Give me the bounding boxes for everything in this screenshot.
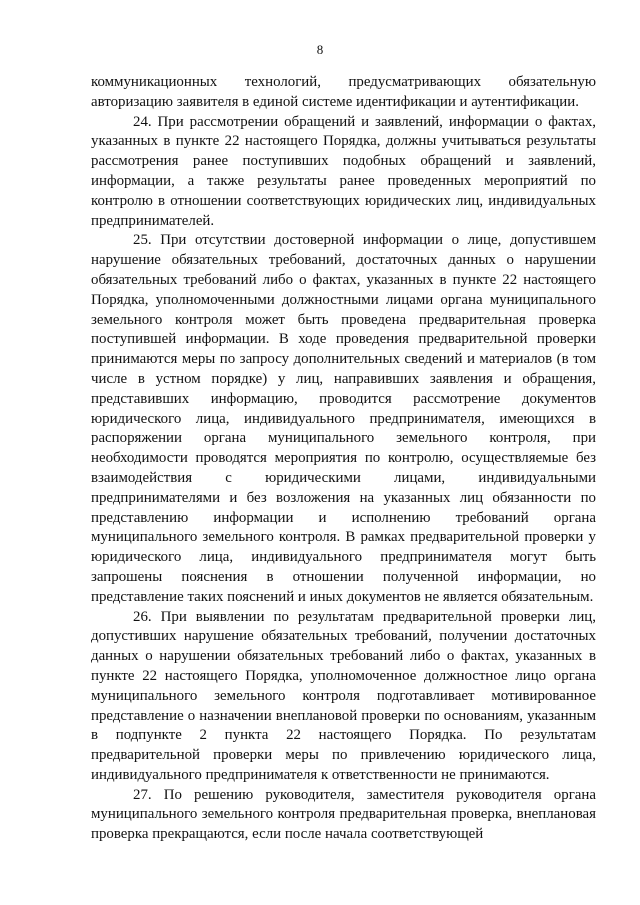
document-body — [91, 73, 596, 845]
paragraph-26: 26. При выявлении по результатам предварительной проверки лиц, допустивших нарушение обязательных требований, получении достаточных данных о нарушении обязательных требований либо о фактах, указанных в пункте 22 настоящего Порядка, уполномоченное должностное лицо органа муниципального земельного контроля подготавливает мотивированное представление о назначении внеплановой проверки по основаниям, указанным в подпункте 2 пункта 22 настоящего Порядка. По результатам предварительной проверки меры по привлечению юридического лица, индивидуального предпринимателя к ответственности не принимаются. — [91, 608, 596, 783]
paragraph-24: 24. При рассмотрении обращений и заявлений, информации о фактах, указанных в пункте 22 настоящего Порядка, должны учитываться результаты рассмотрения ранее поступивших подобных обращений и заявлений, информации, а также результаты ранее проведенных мероприятий по контролю в отношении соответствующих юридических лиц, индивидуальных предпринимателей. — [91, 113, 596, 229]
page-number: 8 — [316, 42, 324, 57]
paragraph-25: 25. При отсутствии достоверной информации о лице, допустившем нарушение обязательных требований, достаточных данных о нарушении обязательных требований либо о фактах, указанных в пункте 22 настоящего Порядка, уполномоченными должностными лицами органа муниципального земельного контроля может быть проведена предварительная проверка поступившей информации. В ходе проведения предварительной проверки принимаются меры по запросу дополнительных сведений и материалов (в том числе в устном порядке) у лиц, направивших заявления и обращения, представивших информацию, проводится рассмотрение документов юридического лица, индивидуального предпринимателя, имеющихся в распоряжении органа муниципального земельного контроля, при необходимости проводятся мероприятия по контролю, осуществляемые без взаимодействия с юридическими лицами, индивидуальными предпринимателями и без возложения на указанных лиц обязанности по представлению информации и исполнению требований органа муниципального земельного контроля. В рамках предварительной проверки у юридического лица, индивидуального предпринимателя могут быть запрошены пояснения в отношении полученной информации, но представление таких пояснений и иных документов не является обязательным. — [91, 232, 596, 605]
paragraph-continuation: коммуникационных технологий, предусматривающих обязательную авторизацию заявителя в единой системе идентификации и аутентификации. — [91, 74, 596, 110]
paragraph-27: 27. По решению руководителя, заместителя руководителя органа муниципального земельного контроля предварительная проверка, внеплановая проверка прекращаются, если после начала соответствующей — [91, 786, 596, 843]
